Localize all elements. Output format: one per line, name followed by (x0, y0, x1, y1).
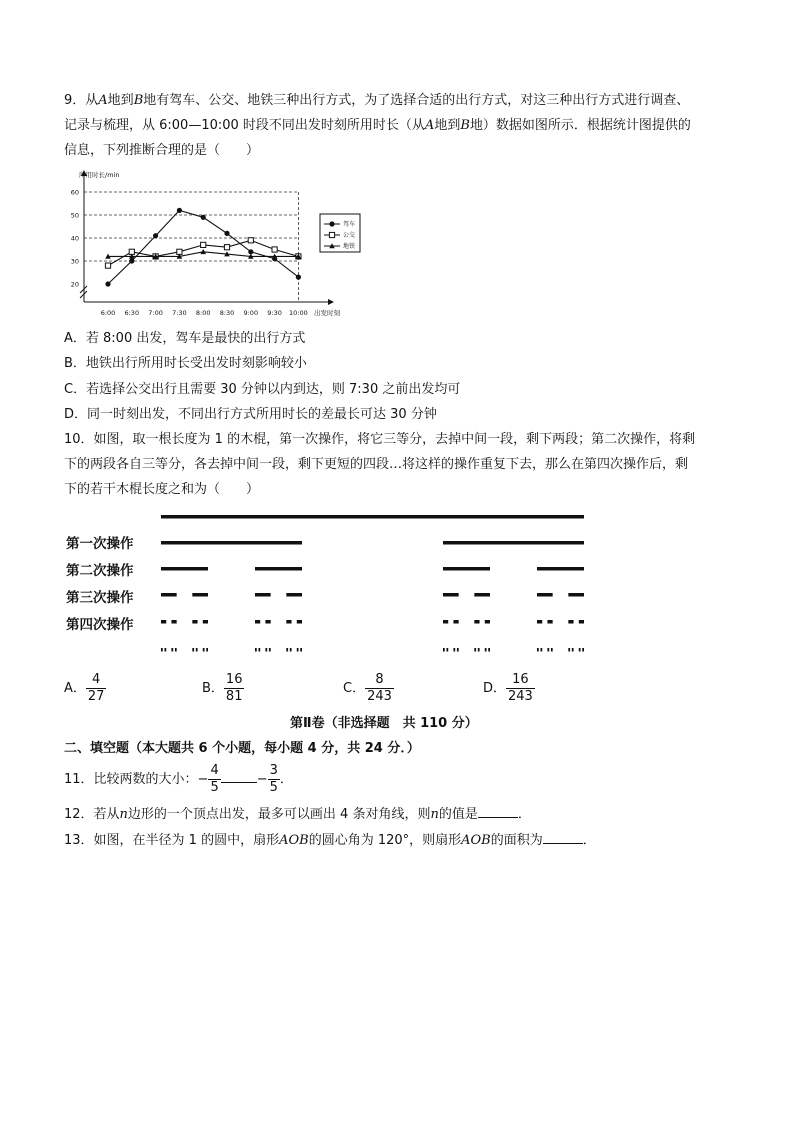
data-point (129, 258, 134, 263)
data-point (105, 263, 110, 268)
stick-segment (443, 567, 490, 571)
data-point (224, 245, 229, 250)
stick-segment (568, 620, 573, 624)
stick-segment (537, 620, 542, 624)
stick-segment (572, 648, 574, 652)
fraction-a: $\frac{4}{5}$ (210, 763, 219, 795)
stick-segment (192, 648, 194, 652)
stick-segment (582, 648, 584, 652)
stick-segment (478, 648, 480, 652)
data-point (224, 231, 229, 236)
x-tick-label: 8:00 (195, 309, 211, 317)
stick-segment (540, 648, 542, 652)
y-axis-label: 所用时长/min (79, 171, 120, 179)
q9-line-2: 记录与梳理，从 6:00—10:00 时段不同出发时刻所用时长（从A地到B地）数据如图所示．根据统计图提供的 (64, 118, 691, 133)
data-point (177, 208, 182, 213)
stick-segment (265, 648, 267, 652)
answer-blank[interactable] (543, 843, 583, 844)
travel-time-line-chart (62, 166, 362, 324)
stick-segment (161, 648, 163, 652)
stick-segment (258, 648, 260, 652)
stick-segment (443, 620, 448, 624)
stick-segment (547, 648, 549, 652)
x-tick-label: 7:00 (148, 309, 163, 317)
stick-segment (446, 648, 448, 652)
fraction-b: $\frac{3}{5}$ (269, 763, 278, 795)
stick-segment (474, 593, 490, 597)
data-point (153, 233, 158, 238)
stick-segment (457, 648, 459, 652)
q10-option-a: A． $\frac{4}{27}$ (64, 672, 105, 704)
operation-labels (66, 535, 134, 633)
legend-marker (329, 221, 334, 226)
data-point (105, 281, 110, 286)
legend-label: 公交 (343, 232, 356, 240)
data-point (248, 238, 253, 243)
stick-segment (453, 648, 455, 652)
chart-legend (320, 214, 360, 252)
answer-blank[interactable] (478, 817, 518, 818)
chart-series (105, 208, 301, 287)
q13: 13．如图，在半径为 1 的圆中，扇形AOB的圆心角为 120°，则扇形AOB的面积为 ． (64, 833, 596, 848)
chart-frame (80, 170, 334, 305)
legend-marker (329, 232, 334, 237)
stick-segment (164, 648, 166, 652)
stick-segment (161, 620, 166, 624)
fraction: $\frac{8}{243}$ (367, 672, 392, 704)
stick-segment (161, 567, 208, 571)
x-tick-label: 8:30 (219, 309, 235, 317)
q10-line-2: 下的两段各自三等分，各去掉中间一段，剩下更短的四段…将这样的操作重复下去，那么在第四次操作后，剩 (64, 457, 689, 472)
stick-segment (175, 648, 177, 652)
stick-segment (192, 593, 208, 597)
stick-segment (161, 515, 584, 519)
q10-option-b: B． $\frac{16}{81}$ (202, 672, 243, 704)
section-heading: 二、填空题（本大题共 6 个小题，每小题 4 分，共 24 分．） (64, 741, 420, 756)
chart-grid (84, 192, 298, 302)
stick-segment (547, 620, 552, 624)
stick-segment (300, 648, 302, 652)
q10-option-d: D． $\frac{16}{243}$ (483, 672, 533, 704)
stick-segment (488, 648, 490, 652)
q9-option-a: A．若 8:00 出发，驾车是最快的出行方式 (64, 331, 306, 346)
stick-segment (206, 648, 208, 652)
x-tick-label: 9:30 (267, 309, 282, 317)
y-tick-label: 50 (70, 211, 79, 220)
stick-segment (551, 648, 553, 652)
data-point (201, 215, 206, 220)
stick-segment (255, 567, 302, 571)
q12: 12．若从n边形的一个顶点出发，最多可以画出 4 条对角线，则n的值是 ． (64, 807, 531, 822)
x-tick-label: 6:00 (100, 309, 116, 317)
q9-option-c: C．若选择公交出行且需要 30 分钟以内到达，则 7:30 之前出发均可 (64, 382, 461, 397)
fraction: $\frac{16}{81}$ (225, 672, 243, 704)
q9-line-1: 9．从A地到B地有驾车、公交、地铁三种出行方式，为了选择合适的出行方式，对这三种出行方式进行调查、 (64, 93, 690, 108)
x-tick-label: 9:00 (243, 309, 259, 317)
operation-label-1: 第一次操作 (66, 536, 134, 552)
data-point (296, 275, 301, 280)
stick-segment (474, 620, 479, 624)
stick-segment (443, 648, 445, 652)
stick-segment (537, 593, 553, 597)
y-tick-label: 20 (70, 280, 79, 289)
stick-segment (203, 648, 205, 652)
stick-segment (255, 593, 271, 597)
x-tick-label: 10:00 (289, 309, 308, 317)
y-tick-label: 40 (70, 234, 79, 243)
stick-segment (161, 593, 177, 597)
operation-label-2: 第二次操作 (66, 563, 134, 579)
x-axis-arrow (328, 299, 334, 305)
stick-segment (443, 593, 459, 597)
y-tick-label: 30 (70, 257, 79, 266)
stick-segment (286, 648, 288, 652)
stick-segment (568, 593, 584, 597)
stick-segment (196, 648, 198, 652)
stick-segment (192, 620, 197, 624)
fraction: $\frac{4}{27}$ (87, 672, 105, 704)
stick-segment (290, 648, 292, 652)
q9-option-b: B．地铁出行所用时长受出发时刻影响较小 (64, 356, 307, 371)
stick-segment (579, 648, 581, 652)
x-tick-label: 7:30 (172, 309, 187, 317)
x-axis-label: 出发时刻 (314, 309, 340, 317)
stick-segment (265, 620, 270, 624)
y-axis-ticks (71, 189, 79, 289)
y-tick-label: 60 (70, 188, 79, 197)
stick-segment (286, 593, 302, 597)
legend-label: 地铁 (343, 243, 356, 251)
q10-line-3: 下的若干木棍长度之和为（ ） (64, 482, 260, 497)
stick-segment (474, 648, 476, 652)
stick-segment (537, 648, 539, 652)
stick-segment (453, 620, 458, 624)
stick-segment (443, 541, 584, 545)
stick-segment (568, 648, 570, 652)
stick-segment (203, 620, 208, 624)
stick-segment (171, 620, 176, 624)
stick-segment (297, 620, 302, 624)
stick-segment (579, 620, 584, 624)
x-axis-ticks (101, 309, 308, 317)
q9-line-3: 信息，下列推断合理的是（ ） (64, 143, 260, 158)
operation-label-4: 第四次操作 (66, 617, 134, 633)
stick-segment (485, 620, 490, 624)
data-point (272, 247, 277, 252)
stick-segment (255, 620, 260, 624)
stick-segment (255, 648, 257, 652)
stick-segment (537, 567, 584, 571)
stick-segment (269, 648, 271, 652)
legend-label: 驾车 (343, 221, 356, 229)
q10-line-1: 10．如图，取一根长度为 1 的木棍，第一次操作，将它三等分，去掉中间一段，剩下两段；第二次操作，将剩 (64, 432, 696, 447)
q9-option-d: D．同一时刻出发，不同出行方式所用时长的差最长可达 30 分钟 (64, 407, 437, 422)
volume-title: 第Ⅱ卷（非选择题 共 110 分） (290, 716, 478, 731)
stick-segment (297, 648, 299, 652)
stick-segment (485, 648, 487, 652)
data-point (201, 242, 206, 247)
cantor-bars (161, 515, 584, 652)
answer-blank[interactable] (221, 782, 257, 783)
operation-label-3: 第三次操作 (66, 590, 134, 606)
x-tick-label: 6:30 (124, 309, 140, 317)
q10-option-c: C． $\frac{8}{243}$ (343, 672, 392, 704)
stick-segment (286, 620, 291, 624)
q11: 11．比较两数的大小：− $\frac{4}{5}$ − $\frac{3}{5}$ ． (64, 763, 293, 795)
stick-segment (171, 648, 173, 652)
stick-segment (161, 541, 302, 545)
fraction: $\frac{16}{243}$ (508, 672, 533, 704)
cantor-stick-figure (60, 505, 600, 665)
